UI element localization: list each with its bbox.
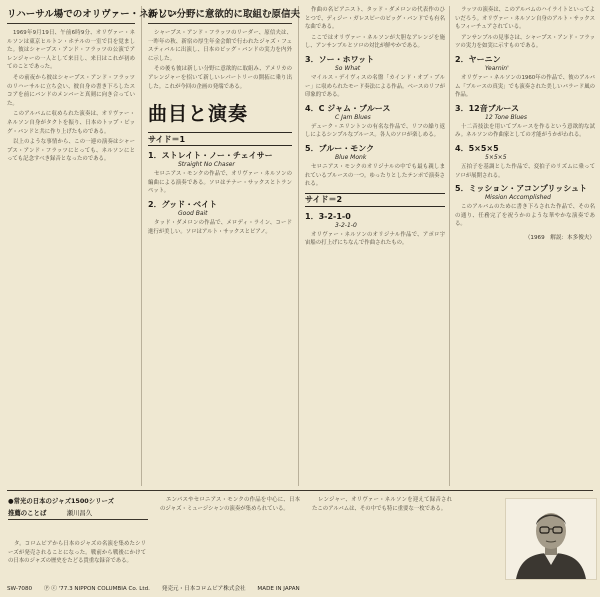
paragraph: アンサンブルの見事さは、シャープス・アンド・フラッツの実力を如実に示すものである。: [455, 34, 595, 50]
bottom-column-2: [160, 496, 300, 515]
section-divider: [7, 490, 593, 491]
bottom-column-1: [8, 540, 146, 568]
track-item: [305, 54, 445, 72]
paragraph: オリヴァー・ネルソンの1960年の作品で、彼のアルバム「ブルースの真実」でも演奏された美しいバラード風の作品。: [455, 74, 595, 99]
track-title: 1．ストレイト・ノー・チェイサー: [148, 151, 273, 161]
track-english-title: 5×5×5: [485, 153, 507, 161]
publisher: 発売元・日本コロムビア株式会社: [161, 586, 246, 592]
track-title: 1．3-2-1-0: [305, 211, 351, 221]
paragraph: 作曲の名ピアニスト、タッド・ダメロンの代表作のひとつで、ディジー・ガレスピーのビッグ・バンドでも有名な曲である。: [305, 7, 445, 31]
credit-line: （1969 解説：本多俊夫）: [524, 234, 595, 241]
track-title: 4．5×5×5: [455, 143, 499, 153]
paragraph: その前夜から彼はシャープス・アンド・フラッツのリハーサルに立ち会い、彼自身の書き下ろしたスコアを前にバンドのメンバーと真剣に向き合っていた。: [7, 74, 135, 107]
paragraph: レンジャー、オリヴァー・ネルソンを迎えて録音されたこのアルバムは、その中でも特に重要な一枚である。: [312, 497, 452, 512]
track-item: [455, 103, 595, 121]
paragraph: このアルバムに収められた演奏は、オリヴァー・ネルソン自身がタクトを振り、日本のトップ・ビッグ・バンドと共に作り上げたものである。: [7, 111, 135, 135]
headline-hara: 新しい分野に意欲的に取組む原信夫: [148, 6, 292, 24]
paragraph: 五拍子を基調とした作品で、変拍子のリズムに乗ってソロが展開される。: [455, 163, 595, 179]
track-title: 4．C ジャム・ブルース: [305, 103, 391, 113]
column-divider: [141, 6, 142, 486]
paragraph: ここではオリヴァー・ネルソンが大胆なアレンジを施し、アンサンブルとソロの対比が鮮やかである。: [305, 34, 445, 50]
copyright-mark: Ⓟ ⓒ '77.3 NIPPON COLUMBIA Co. Ltd.: [43, 586, 150, 592]
paragraph: シャープス・アンド・フラッツのリーダー、原信夫は、一昨年の秋、新宿の厚生年金会館で行われたジャズ・フェスティバルに出演し、日本のビッグ・バンドの実力を内外に示した。: [148, 30, 292, 62]
track-item: [148, 199, 292, 217]
track-title: 3．12音ブルース: [455, 103, 519, 113]
portrait-illustration: [506, 499, 596, 579]
section-title-tracks: 曲目と演奏: [148, 103, 249, 126]
paragraph: デューク・エリントンの有名な作品で、リフの繰り返しによるシンプルなブルース。各人のソロが楽しめる。: [305, 123, 445, 139]
track-title: 2．ヤーニン: [455, 54, 501, 64]
column-divider: [449, 6, 450, 486]
track-item: [305, 103, 445, 121]
side-2-header: [305, 193, 445, 207]
recommendation-title: ●常光の日本のジャズ1500シリーズ: [8, 497, 114, 505]
paragraph: このアルバムのために書き下ろされた作品で、その名の通り、任務完了を祝うかのような華やかな演奏である。: [455, 204, 595, 228]
side-1-header: [148, 132, 292, 146]
track-english-title: 12 Tone Blues: [485, 113, 527, 121]
paragraph: セロニアス・モンクの作品で、オリヴァー・ネルソンの編曲による演奏である。ソロはテナー・サックスとトランペット。: [148, 171, 292, 195]
bottom-column-3: [312, 496, 452, 515]
side-2-label: サイド＝2: [305, 195, 343, 205]
column-hara-nobuo: [148, 6, 301, 238]
paragraph: タ。コロムビアから日本のジャズの名演を集めたシリーズが発売されることになった。戦前から戦後にかけての日本のジャズの歴史をたどる貴重な録音である。: [8, 541, 146, 565]
catalog-number: SW-7080: [7, 586, 33, 592]
made-in: MADE IN JAPAN: [257, 586, 300, 592]
track-title: 5．ブルー・モンク: [305, 143, 375, 153]
column-divider: [298, 6, 299, 486]
track-english-title: Yearnin': [485, 64, 509, 72]
track-item: [305, 143, 445, 161]
column-tracks-side1: [305, 6, 445, 250]
track-title: 3．ソー・ホワット: [305, 54, 375, 64]
track-english-title: Straight No Chaser: [178, 161, 235, 169]
paragraph: ラッツの演奏は、このアルバムのハイライトといってよいだろう。オリヴァー・ネルソン自身のアルト・サックスもフィーチュアされている。: [455, 7, 595, 31]
track-english-title: 3-2-1-0: [335, 221, 357, 229]
headline-nelson: リハーサル場でのオリヴァー・ネルソン: [7, 6, 135, 24]
paragraph: エンパスやセロニアス・モンクの作品を中心に、日本のジャズ・ミュージシャンの演奏が集められている。: [160, 497, 300, 512]
footer: [7, 584, 597, 592]
recommendation-author: 瀬川昌久: [66, 509, 93, 517]
paragraph: 1969年9月19日、午前6時9分、オリヴァー・ネルソンは東京ヒルトン・ホテルの一室で目を覚ました。彼はシャープス・アンド・フラッツの公演でアレンジャーの一人として来日し、来日はこれが初めてのことであった。: [7, 30, 135, 71]
author-photo: [505, 498, 597, 580]
track-english-title: C Jam Blues: [335, 113, 371, 121]
track-english-title: So What: [335, 64, 361, 72]
track-english-title: Blue Monk: [335, 153, 367, 161]
paragraph: オリヴァー・ネルソンのオリジナル作品で、アポロ宇宙船の打上げにちなんで作曲されたもの。: [305, 231, 445, 247]
recommendation-label: 推薦のことば: [8, 509, 47, 517]
track-item: [455, 143, 595, 161]
track-english-title: Good Bait: [178, 209, 208, 217]
underline: [8, 519, 148, 520]
recommendation-box: [8, 496, 150, 536]
track-title: 5．ミッション・アコンプリッシュト: [455, 184, 588, 194]
side-1-label: サイド＝1: [148, 134, 186, 144]
track-item: [455, 183, 595, 201]
track-item: [305, 211, 445, 229]
paragraph: マイルス・デイヴィスの名盤「カインド・オブ・ブルー」に収められたモード奏法による作品。ベースのリフが印象的である。: [305, 74, 445, 99]
track-item: [455, 54, 595, 72]
paragraph: タッド・ダメロンの作品で、メロディ・ライン、コード進行が美しい。ソロはアルト・サックスとピアノ。: [148, 219, 292, 235]
paragraph: その後も彼は新しい分野に意欲的に取組み、アメリカのアレンジャーを招いて新しいレパートリーの開拓に乗り出した。これが今回の企画の発端である。: [148, 66, 292, 90]
column-tracks-side2: [455, 6, 595, 241]
track-title: 2．グッド・ベイト: [148, 199, 218, 209]
paragraph: セロニアス・モンクのオリジナルの中でも最も親しまれているブルースの一つ。ゆったりとしたテンポで演奏される。: [305, 163, 445, 188]
recommendation-subtitle: [8, 508, 150, 517]
track-item: [148, 150, 292, 168]
paragraph: 十二音技法を用いてブルースを作るという意欲的な試み。ネルソンの作曲家としての才能がうかがわれる。: [455, 123, 595, 139]
track-english-title: Mission Accomplished: [485, 194, 551, 202]
paragraph: 以上のような事情から、この一連の演奏はシャープス・アンド・フラッツにとっても、ネルソンにとっても記念すべき録音となったのである。: [7, 139, 135, 163]
